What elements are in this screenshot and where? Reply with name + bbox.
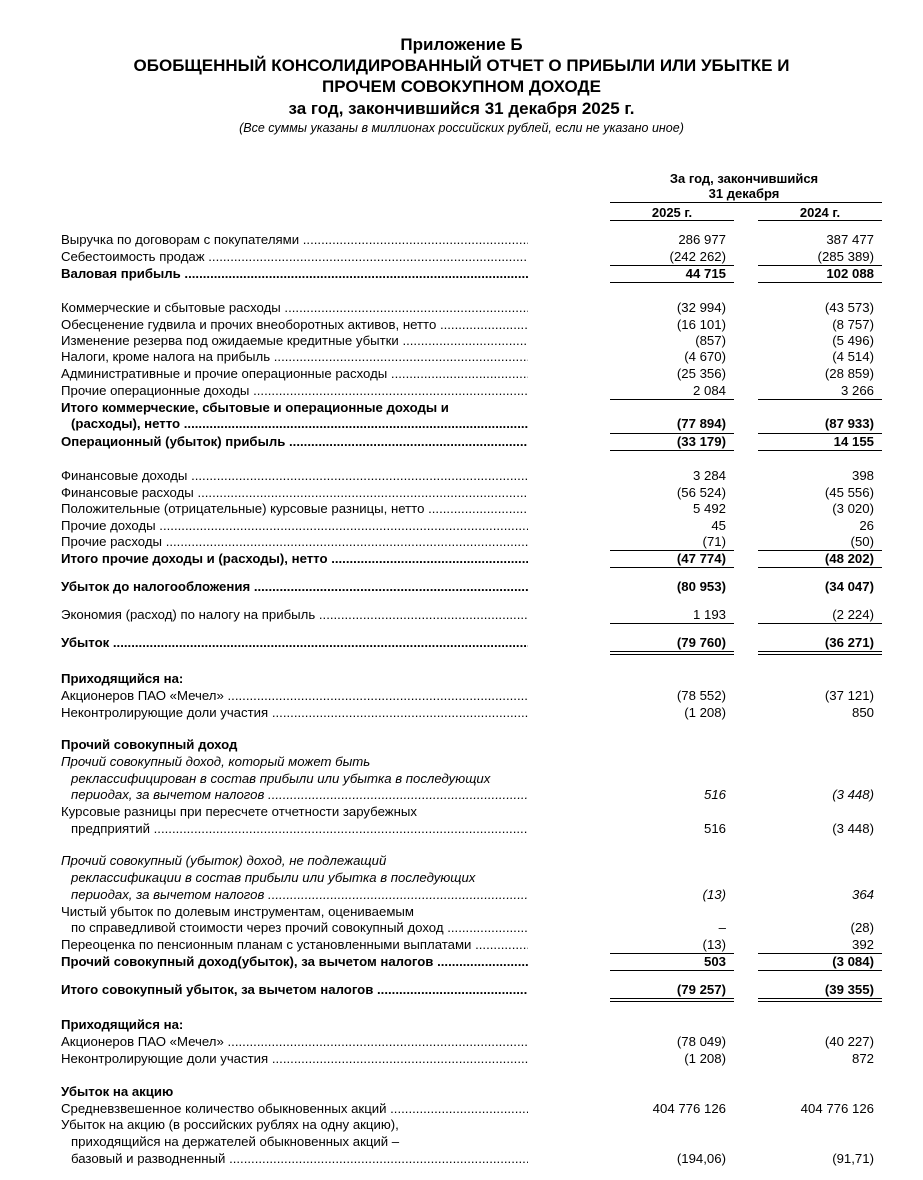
value-2025: (33 179): [676, 434, 726, 449]
row-label: Неконтролирующие доли участия .....: [61, 1051, 528, 1067]
column-rule-2024: [758, 220, 882, 221]
total-rule: [610, 970, 734, 971]
row-label: Экономия (расход) по налогу на прибыль .....: [61, 607, 528, 623]
row-label: Себестоимость продаж .....: [61, 249, 528, 265]
value-2025: (13): [702, 887, 726, 902]
value-2024: 850: [851, 705, 874, 720]
row-label: приходящийся на держателей обыкновенных акций –: [71, 1134, 400, 1149]
table-row: [0, 249, 923, 265]
value-2024: (3 020): [832, 501, 874, 516]
table-row: [0, 534, 923, 550]
value-2024: (4 514): [832, 349, 874, 364]
grand-total-rule: [758, 998, 882, 1002]
row-label: Налоги, кроме налога на прибыль .....: [61, 349, 528, 365]
row-label: Итого коммерческие, сбытовые и операционные доходы и: [61, 400, 449, 415]
value-2025: (79 760): [676, 635, 726, 650]
column-header-2025: 2025 г.: [651, 205, 693, 220]
row-label: Финансовые расходы .....: [61, 485, 528, 501]
row-label: Административные и прочие операционные расходы .....: [61, 366, 528, 382]
row-label: Убыток до налогообложения .....: [61, 579, 528, 595]
table-row: [0, 232, 923, 248]
row-label: предприятий .....: [71, 821, 528, 837]
row-label: Прочий совокупный доход: [61, 737, 238, 752]
value-2025: (4 670): [684, 349, 726, 364]
value-2024: 398: [851, 468, 874, 483]
appendix-label: Приложение Б: [400, 35, 523, 54]
row-label: Валовая прибыль .....: [61, 266, 528, 282]
row-label: Прочий совокупный доход, который может быть: [61, 754, 371, 769]
row-label: Коммерческие и сбытовые расходы .....: [61, 300, 528, 316]
row-label: Переоценка по пенсионным планам с установленными выплатами .....: [61, 937, 528, 953]
table-row: [0, 754, 923, 770]
value-2024: (40 227): [824, 1034, 874, 1049]
value-2024: (285 389): [817, 249, 874, 264]
table-row: [0, 485, 923, 501]
column-group-header-line2: 31 декабря: [708, 186, 780, 201]
value-2024: 392: [851, 937, 874, 952]
table-row: [0, 937, 923, 953]
value-2025: (78 552): [676, 688, 726, 703]
value-2025: 503: [703, 954, 726, 969]
value-2025: –: [718, 920, 726, 935]
section-heading: [0, 1084, 923, 1100]
row-label: Приходящийся на:: [61, 671, 184, 686]
value-2025: (79 257): [676, 982, 726, 997]
value-2025: (71): [702, 534, 726, 549]
row-label: Итого прочие доходы и (расходы), нетто .....: [61, 551, 528, 567]
column-group-rule: [610, 202, 882, 203]
row-label: Финансовые доходы .....: [61, 468, 528, 484]
row-label: Акционеров ПАО «Мечел» .....: [61, 1034, 528, 1050]
value-2025: (1 208): [684, 705, 726, 720]
row-label: (расходы), нетто .....: [71, 416, 528, 432]
value-2025: (857): [695, 333, 726, 348]
value-2024: (2 224): [832, 607, 874, 622]
value-2024: 26: [859, 518, 874, 533]
row-label: Средневзвешенное количество обыкновенных акций .....: [61, 1101, 528, 1117]
value-2025: (13): [702, 937, 726, 952]
value-2024: (8 757): [832, 317, 874, 332]
value-2024: (43 573): [824, 300, 874, 315]
value-2025: (32 994): [676, 300, 726, 315]
table-row: [0, 1134, 923, 1150]
table-row: [0, 333, 923, 349]
row-label: периодах, за вычетом налогов .....: [71, 887, 528, 903]
table-row-total: [0, 954, 923, 970]
subtotal-rule: [610, 623, 734, 624]
value-2024: 872: [851, 1051, 874, 1066]
row-label: базовый и разводненный .....: [71, 1151, 528, 1167]
value-2025: 2 084: [692, 383, 726, 398]
total-rule: [758, 450, 882, 451]
value-2025: 286 977: [678, 232, 726, 247]
table-row: [0, 787, 923, 803]
total-rule: [610, 450, 734, 451]
value-2025: 44 715: [685, 266, 726, 281]
row-label: Убыток .....: [61, 635, 528, 651]
section-heading: [0, 737, 923, 753]
table-row: [0, 383, 923, 399]
table-row-total: [0, 579, 923, 595]
row-label: Обесценение гудвила и прочих внеоборотных активов, нетто .....: [61, 317, 528, 333]
row-label: по справедливой стоимости через прочий совокупный доход .....: [71, 920, 528, 936]
row-label: Акционеров ПАО «Мечел» .....: [61, 688, 528, 704]
value-2025: 45: [711, 518, 726, 533]
value-2024: (37 121): [824, 688, 874, 703]
value-2025: 1 193: [692, 607, 726, 622]
value-2025: (77 894): [676, 416, 726, 431]
value-2025: 5 492: [692, 501, 726, 516]
table-row: [0, 300, 923, 316]
row-label: Чистый убыток по долевым инструментам, оцениваемым: [61, 904, 414, 919]
table-row: [0, 1101, 923, 1117]
value-2025: (80 953): [676, 579, 726, 594]
grand-total-rule: [610, 998, 734, 1002]
total-rule: [758, 970, 882, 971]
value-2024: (3 084): [832, 954, 874, 969]
value-2024: (3 448): [832, 787, 874, 802]
total-rule: [758, 282, 882, 283]
grand-total-rule: [758, 651, 882, 655]
row-label: Операционный (убыток) прибыль .....: [61, 434, 528, 450]
row-label: Прочие операционные доходы .....: [61, 383, 528, 399]
table-row: [0, 870, 923, 886]
table-row: [0, 771, 923, 787]
row-label: Прочий совокупный (убыток) доход, не подлежащий: [61, 853, 387, 868]
row-label: Неконтролирующие доли участия .....: [61, 705, 528, 721]
value-2024: (91,71): [832, 1151, 874, 1166]
table-row: [0, 501, 923, 517]
row-label: Изменение резерва под ожидаемые кредитные убытки .....: [61, 333, 528, 349]
row-label: Убыток на акцию: [61, 1084, 174, 1099]
table-row: [0, 317, 923, 333]
row-label: реклассификации в состав прибыли или убытка в последующих: [71, 870, 476, 885]
value-2025: (1 208): [684, 1051, 726, 1066]
column-header-2024: 2024 г.: [799, 205, 841, 220]
total-rule: [610, 567, 734, 568]
row-label: Итого совокупный убыток, за вычетом налогов .....: [61, 982, 528, 998]
table-row-total: [0, 434, 923, 450]
row-label: Положительные (отрицательные) курсовые разницы, нетто .....: [61, 501, 528, 517]
column-rule-2025: [610, 220, 734, 221]
value-2025: (25 356): [676, 366, 726, 381]
value-2024: 364: [851, 887, 874, 902]
table-row: [0, 887, 923, 903]
table-row-total: [0, 400, 923, 416]
table-row: [0, 1117, 923, 1133]
total-rule: [610, 282, 734, 283]
value-2024: (50): [850, 534, 874, 549]
value-2024: (45 556): [824, 485, 874, 500]
value-2024: (28 859): [824, 366, 874, 381]
value-2024: (36 271): [824, 635, 874, 650]
units-note: (Все суммы указаны в миллионах российских рублей, если не указано иное): [239, 121, 684, 135]
table-row: [0, 804, 923, 820]
table-row: [0, 705, 923, 721]
value-2025: 404 776 126: [652, 1101, 726, 1116]
value-2024: (87 933): [824, 416, 874, 431]
report-title-line1: ОБОБЩЕННЫЙ КОНСОЛИДИРОВАННЫЙ ОТЧЕТ О ПРИБЫЛИ ИЛИ УБЫТКЕ И: [133, 56, 790, 75]
value-2025: (56 524): [676, 485, 726, 500]
report-period: за год, закончившийся 31 декабря 2025 г.: [288, 99, 635, 118]
row-label: Прочий совокупный доход(убыток), за вычетом налогов .....: [61, 954, 528, 970]
table-row-total: [0, 551, 923, 567]
table-row: [0, 366, 923, 382]
table-row: [0, 904, 923, 920]
value-2025: (16 101): [676, 317, 726, 332]
table-row-total: [0, 416, 923, 432]
value-2025: (242 262): [669, 249, 726, 264]
row-label: Выручка по договорам с покупателями .....: [61, 232, 528, 248]
row-label: Убыток на акцию (в российских рублях на одну акцию),: [61, 1117, 399, 1132]
table-row: [0, 853, 923, 869]
report-title-line2: ПРОЧЕМ СОВОКУПНОМ ДОХОДЕ: [322, 77, 601, 96]
value-2024: (39 355): [824, 982, 874, 997]
value-2024: (5 496): [832, 333, 874, 348]
value-2024: 3 266: [840, 383, 874, 398]
value-2025: (78 049): [676, 1034, 726, 1049]
row-label: реклассифицирован в состав прибыли или убытка в последующих: [71, 771, 491, 786]
value-2024: (28): [850, 920, 874, 935]
grand-total-rule: [610, 651, 734, 655]
table-row: [0, 607, 923, 623]
row-label: Курсовые разницы при пересчете отчетности зарубежных: [61, 804, 417, 819]
value-2024: 387 477: [826, 232, 874, 247]
subtotal-rule: [758, 623, 882, 624]
table-row: [0, 349, 923, 365]
value-2024: 102 088: [826, 266, 874, 281]
total-rule: [758, 567, 882, 568]
table-row-total: [0, 635, 923, 651]
table-row: [0, 920, 923, 936]
table-row: [0, 821, 923, 837]
value-2024: (48 202): [824, 551, 874, 566]
row-label: периодах, за вычетом налогов .....: [71, 787, 528, 803]
table-row-total: [0, 266, 923, 282]
table-row: [0, 518, 923, 534]
value-2025: 3 284: [692, 468, 726, 483]
value-2024: 14 155: [833, 434, 874, 449]
value-2024: 404 776 126: [800, 1101, 874, 1116]
row-label: Приходящийся на:: [61, 1017, 184, 1032]
row-label: Прочие расходы .....: [61, 534, 528, 550]
section-heading: [0, 1017, 923, 1033]
table-row-total: [0, 982, 923, 998]
table-row: [0, 688, 923, 704]
table-row: [0, 1051, 923, 1067]
table-row: [0, 1034, 923, 1050]
value-2025: 516: [703, 821, 726, 836]
value-2024: (34 047): [824, 579, 874, 594]
section-heading: [0, 671, 923, 687]
value-2025: (194,06): [676, 1151, 726, 1166]
table-row: [0, 1151, 923, 1167]
column-group-header-line1: За год, закончившийся: [669, 171, 819, 186]
table-row: [0, 468, 923, 484]
value-2025: (47 774): [676, 551, 726, 566]
value-2025: 516: [703, 787, 726, 802]
value-2024: (3 448): [832, 821, 874, 836]
row-label: Прочие доходы .....: [61, 518, 528, 534]
